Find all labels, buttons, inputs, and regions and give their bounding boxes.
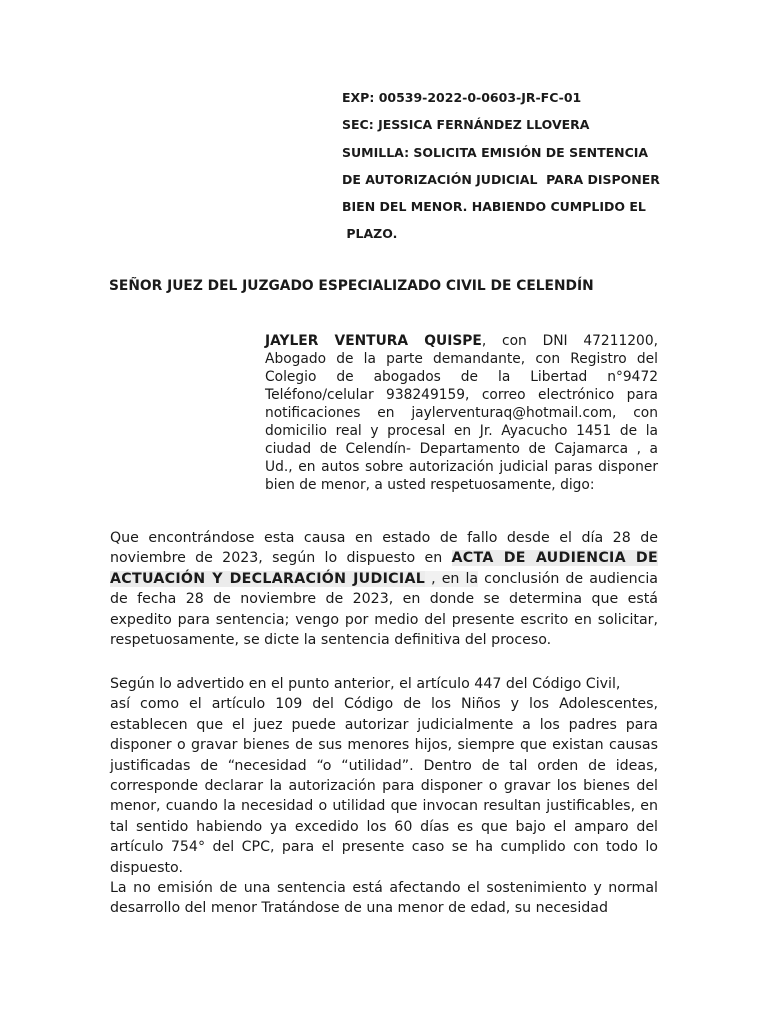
- sumilla-line-3: BIEN DEL MENOR. HABIENDO CUMPLIDO EL: [342, 199, 646, 215]
- paragraph-1-soft: , en la: [425, 570, 479, 587]
- sumilla-line-4: PLAZO.: [342, 226, 398, 242]
- sumilla-line-1: SUMILLA: SOLICITA EMISIÓN DE SENTENCIA: [342, 144, 649, 160]
- petitioner-details: , con DNI 47211200, Abogado de la parte demandante, con Registro del Colegio de abogados de la Libertad n°9472 Teléfono/celular 938249159, correo electrónico para notificaciones en jaylerventuraq@hotmail.com, con domicilio real y procesal en Jr. Ayacucho 1451 de la ciudad de Celendín- Departamento de Cajamarca , a Ud., en autos sobre autorización judicial paras disponer bien de menor, a usted respetuosamente, digo:: [265, 333, 658, 493]
- paragraph-1-after: conclusión de audiencia de fecha 28 de noviembre de 2023, en donde se determina que está expedito para sentencia; vengo por medio del presente escrito en solicitar, respetuosamente, se dicte la sentencia definitiva del proceso.: [110, 570, 658, 649]
- paragraph-1: [110, 528, 658, 650]
- paragraph-3-start: La no emisión de una sentencia está afectando el sostenimiento y normal desarrollo del menor Tratándose de una menor de edad, su necesidad: [110, 880, 658, 917]
- sumilla-line-2: DE AUTORIZACIÓN JUDICIAL PARA DISPONER: [342, 171, 660, 187]
- petitioner-intro: [265, 332, 658, 494]
- case-number: EXP: 00539-2022-0-0603-JR-FC-01: [342, 90, 582, 105]
- paragraph-1-highlight: ACTA DE AUDIENCIA DE ACTUACIÓN Y DECLARACIÓN JUDICIAL: [110, 550, 659, 587]
- petitioner-name: JAYLER VENTURA QUISPE: [265, 333, 482, 349]
- secretary: SEC: JESSICA FERNÁNDEZ LLOVERA: [342, 117, 590, 133]
- paragraph-2-body: así como el artículo 109 del Código de los Niños y los Adolescentes, establecen que el juez puede autorizar judicialmente a los padres para disponer o gravar bienes de sus menores hijos, siempre que existan causas justificadas de “necesidad “o “utilidad”. Dentro de tal orden de ideas, corresponde declarar la autorización para disponer o gravar los bienes del menor, cuando la necesidad o utilidad que invocan resultan justificables, en tal sentido habiendo ya excedido los 60 días es que bajo el amparo del artículo 754° del CPC, para el presente caso se ha cumplido con todo lo dispuesto.: [110, 696, 658, 876]
- paragraph-1-before: Que encontrándose esta causa en estado de fallo desde el día 28 de noviembre de 2023, según lo dispuesto en: [110, 530, 658, 567]
- paragraph-2-first-line: Según lo advertido en el punto anterior, el artículo 447 del Código Civil,: [110, 676, 621, 692]
- paragraph-2: [110, 674, 658, 919]
- addressee-heading: SEÑOR JUEZ DEL JUZGADO ESPECIALIZADO CIVIL DE CELENDÍN: [109, 278, 594, 294]
- case-header: [342, 84, 660, 248]
